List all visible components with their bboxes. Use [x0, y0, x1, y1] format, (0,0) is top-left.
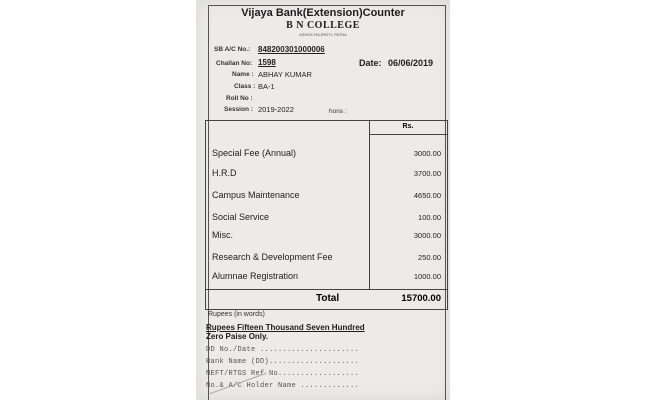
- total-label: Total: [316, 293, 340, 304]
- fee-name: Social Service: [212, 212, 270, 222]
- bank-title: Vijaya Bank(Extension)Counter: [241, 7, 405, 19]
- fee-amount: 1000.00: [413, 272, 441, 281]
- fee-row: [206, 212, 447, 226]
- fee-amount: 250.00: [418, 253, 441, 262]
- fee-amount: 3700.00: [413, 169, 441, 178]
- sb-ac-value: 848200301000006: [258, 45, 325, 54]
- challan-value: 1598: [258, 58, 276, 67]
- class-value: BA-1: [258, 82, 275, 91]
- holder-field: No.& A/C Holder Name .............: [206, 382, 360, 390]
- class-label: Class :: [234, 83, 256, 90]
- date-value: 06/06/2019: [388, 58, 434, 68]
- dd-field: DD No./Date ......................: [206, 346, 360, 354]
- fee-row: [206, 271, 447, 285]
- session-label: Session :: [224, 106, 253, 113]
- fee-name: Campus Maintenance: [212, 190, 300, 200]
- total-amount: 15700.00: [401, 293, 441, 304]
- fee-row: [206, 190, 447, 204]
- fee-amount: 3000.00: [413, 231, 441, 240]
- challan-receipt: [196, 0, 450, 400]
- fee-row: [206, 230, 447, 244]
- bank-name-field: Bank Name (DD)....................: [206, 358, 360, 366]
- session-value: 2019-2022: [258, 105, 294, 114]
- fee-name: Misc.: [212, 230, 233, 240]
- date-label: Date:: [359, 58, 382, 68]
- total-line: [206, 289, 447, 290]
- roll-label: Roll No :: [226, 95, 253, 102]
- amount-words-line2: Zero Paise Only.: [206, 332, 269, 341]
- sb-ac-label: SB A/C No.:: [214, 46, 251, 53]
- fee-row: [206, 252, 447, 266]
- neft-field: NEFT/RTGS Ref No..................: [206, 370, 360, 378]
- college-address: ASHOK RAJPATH, PATNA: [299, 32, 347, 37]
- header-line: [369, 134, 447, 135]
- currency-header: Rs.: [402, 123, 414, 130]
- name-value: ABHAY KUMAR: [258, 70, 312, 79]
- hons-label: hons :: [329, 108, 347, 115]
- name-label: Name :: [232, 71, 254, 78]
- fee-row: [206, 168, 447, 182]
- college-name: B N COLLEGE: [286, 20, 360, 31]
- fee-amount: 4650.00: [413, 191, 441, 200]
- words-label: Rupees (in words): [208, 311, 265, 318]
- fee-name: Research & Development Fee: [212, 252, 333, 262]
- fee-name: Alumnae Registration: [212, 271, 299, 281]
- fee-row: [206, 148, 447, 162]
- fee-table: [205, 120, 448, 310]
- fee-name: Special Fee (Annual): [212, 148, 297, 158]
- fee-name: H.R.D: [212, 168, 237, 178]
- fee-amount: 3000.00: [413, 149, 441, 158]
- fee-amount: 100.00: [418, 213, 441, 222]
- amount-words-line1: Rupees Fifteen Thousand Seven Hundred: [206, 323, 365, 332]
- challan-label: Challan No:: [216, 60, 253, 67]
